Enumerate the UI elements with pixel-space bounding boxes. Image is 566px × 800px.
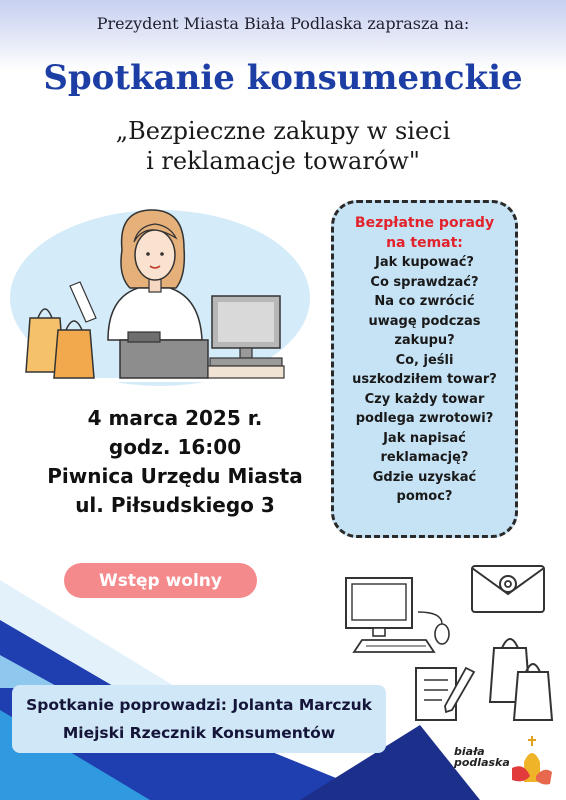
- subtitle-line-2: i reklamacje towarów": [146, 147, 420, 175]
- host-name: Spotkanie poprowadzi: Jolanta Marczuk: [26, 696, 372, 714]
- city-logo-line-1: biała: [454, 745, 485, 758]
- email-icon: [472, 566, 544, 612]
- advice-topic: pomoc?: [396, 489, 453, 504]
- host-info-box: [12, 685, 386, 753]
- shopping-bags-icon: [490, 639, 552, 720]
- city-logo-icon: [506, 732, 556, 792]
- advice-topic: Czy każdy towar: [364, 391, 485, 407]
- shopping-cashier-illustration: [0, 190, 320, 400]
- advice-topic: Co sprawdzać?: [370, 274, 479, 290]
- event-date: 4 marca 2025 r.: [87, 406, 263, 430]
- advice-topic: Jak kupować?: [375, 255, 474, 270]
- advice-topic: reklamację?: [380, 450, 469, 465]
- computer-icon: [346, 578, 449, 652]
- event-time: godz. 16:00: [108, 435, 242, 459]
- event-subtitle: [0, 116, 566, 176]
- advice-topic: podlega zwrotowi?: [355, 411, 494, 426]
- event-address: ul. Piłsudskiego 3: [75, 493, 275, 517]
- advice-topic: Co, jeśli: [395, 352, 454, 368]
- advice-topic: Na co zwrócić: [374, 294, 475, 309]
- advice-topics-list: [334, 253, 515, 507]
- advice-topic: uszkodziłem towar?: [352, 372, 497, 387]
- advice-topic: Gdzie uzyskać: [372, 469, 477, 485]
- advice-topic: uwagę podczas: [368, 313, 481, 329]
- advice-topics-box: [331, 200, 518, 538]
- advice-topic: zakupu?: [394, 333, 455, 348]
- event-details: [30, 404, 320, 520]
- advice-heading: [334, 213, 515, 253]
- host-role: Miejski Rzecznik Konsumentów: [62, 724, 336, 742]
- invitation-line: Prezydent Miasta Biała Podlaska zaprasza na:: [96, 14, 470, 33]
- advice-heading-line-2: na temat:: [386, 235, 463, 251]
- free-entry-badge: Wstęp wolny: [64, 563, 257, 598]
- advice-topic: Jak napisać: [383, 430, 466, 446]
- event-title: Spotkanie konsumenckie: [43, 58, 523, 98]
- city-logo-text: [454, 746, 510, 768]
- city-logo-line-2: podlaska: [454, 756, 510, 769]
- subtitle-line-1: „Bezpieczne zakupy w sieci: [115, 117, 451, 145]
- event-venue: Piwnica Urzędu Miasta: [47, 464, 303, 488]
- document-pen-icon: [416, 668, 474, 720]
- city-logo: [448, 732, 558, 792]
- advice-heading-line-1: Bezpłatne porady: [354, 215, 495, 231]
